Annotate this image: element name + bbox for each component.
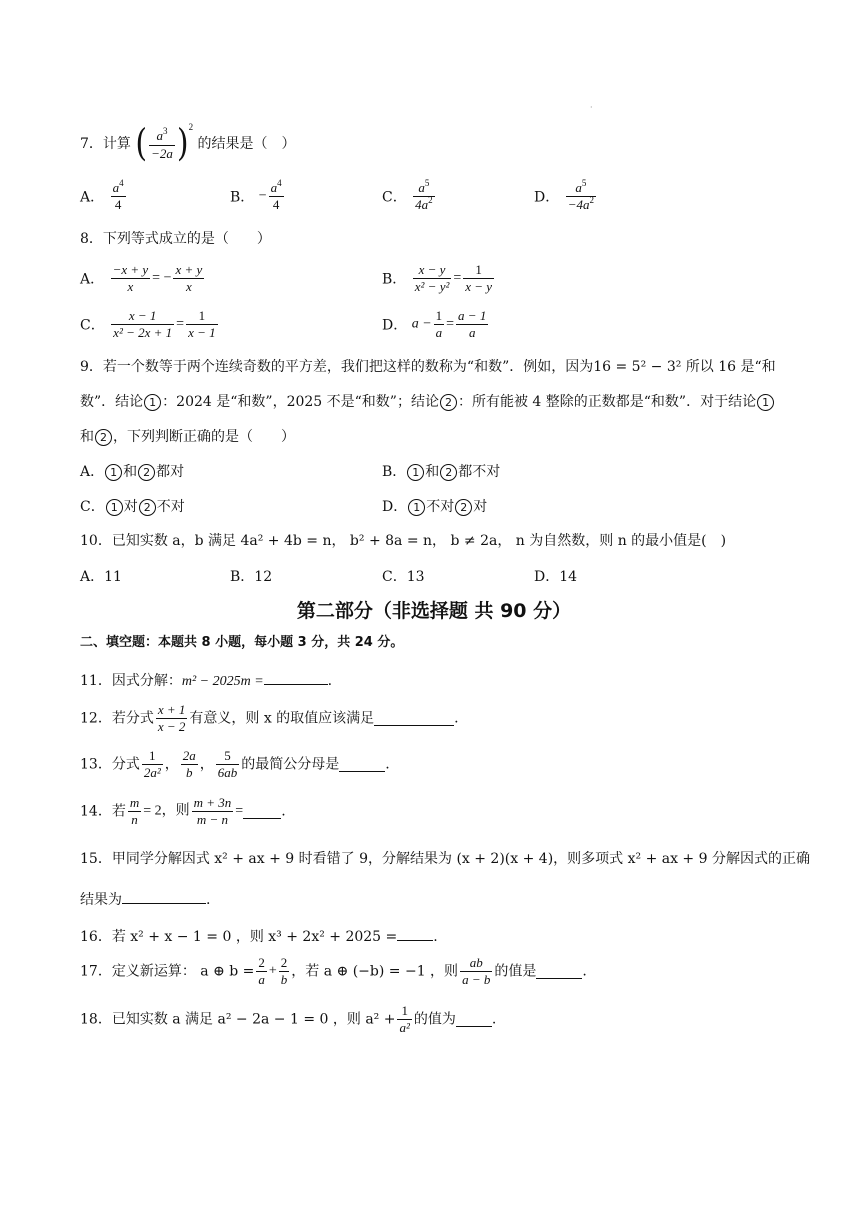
question-16: 16．若 x² + x − 1 = 0 ，则 x³ + 2x² + 2025 = . <box>80 926 438 947</box>
part-2-title: 第二部分（非选择题 共 90 分） <box>296 600 572 622</box>
question-17: 17．定义新运算： a ⊕ b = $\frac{2}{a}$ + $\frac{2}{b}$ ，若 a ⊕ (−b) = −1 ，则 $\frac{ab}{a - b}$ 的值是 . <box>80 955 587 987</box>
question-15-line-2: 结果为 . <box>80 889 210 910</box>
question-13: 13．分式 $\frac{1}{\text{2a²}}$ ， $\frac{2a}{b}$ ， $\frac{5}{6ab}$ 的最简公分母是 . <box>80 748 390 780</box>
answer-blank[interactable] <box>243 804 281 819</box>
answer-blank[interactable] <box>397 926 433 941</box>
question-7: 7．计算 ( $\frac{a^3}{-2a}$ )$^2$ 的结果是（ ） <box>80 122 296 166</box>
question-12: 12．若分式 $\frac{x + 1}{x - 2}$ 有意义，则 x 的取值应该满足 . <box>80 702 459 734</box>
question-10: 10．已知实数 a，b 满足 4a² + 4b = n， b² + 8a = n， b ≠ 2a， n 为自然数，则 n 的最小值是( ) <box>80 533 727 549</box>
q8-option-a[interactable]: A． $\frac{-x + y}{x}$ = − $\frac{x + y}{x}$ <box>80 262 203 294</box>
q7-prefix: 7．计算 <box>80 136 131 152</box>
question-14: 14．若 $\frac{m}{n}$ = 2，则 $\frac{m + 3n}{m - n}$ = . <box>80 795 286 827</box>
left-paren: ( <box>135 121 148 166</box>
q7-fraction: $\frac{a^3}{-2a}$ <box>151 125 173 161</box>
q10-option-b[interactable]: B．12 <box>230 569 273 585</box>
question-18: 18．已知实数 a 满足 a² − 2a − 1 = 0 ，则 a² + $\frac{1}{\text{a²}}$ 的值为 . <box>80 1003 497 1035</box>
question-11: 11．因式分解：m² − 2025m = . <box>80 670 332 692</box>
answer-blank[interactable] <box>456 1012 492 1027</box>
q7-option-c[interactable]: C． $\frac{a^5}{4a^2}$ <box>382 178 433 212</box>
answer-blank[interactable] <box>339 757 385 772</box>
section-2-heading: 二、填空题：本题共 8 小题，每小题 3 分，共 24 分。 <box>80 635 404 650</box>
question-9-line-2: 数”．结论 1 ：2024 是“和数”，2025 不是“和数”；结论 2 ：所有能被 4 整除的正数都是“和数”．对于结论 1 <box>80 392 775 412</box>
q9-option-d[interactable]: D． 1 不对 2 对 <box>382 499 488 515</box>
right-paren: ) <box>176 121 189 166</box>
q9-option-c[interactable]: C． 1 对 2 不对 <box>80 499 185 515</box>
q7-option-a[interactable]: A． $\frac{a^4}{4}$ <box>80 178 124 212</box>
q9-option-b[interactable]: B． 1 和 2 都不对 <box>382 464 501 480</box>
q8-option-b[interactable]: B． $\frac{x - y}{\text{x² − y²}}$ = $\frac{1}{x - y}$ <box>382 262 493 294</box>
page-mark: · <box>590 103 593 112</box>
answer-blank[interactable] <box>264 670 328 685</box>
answer-blank[interactable] <box>374 711 454 726</box>
question-15-line-1: 15．甲同学分解因式 x² + ax + 9 时看错了 9，分解结果为 (x + 2)(x + 4)，则多项式 x² + ax + 9 分解因式的正确 <box>80 851 810 867</box>
q7-option-b[interactable]: B． − $\frac{a^4}{4}$ <box>230 178 282 212</box>
q10-option-a[interactable]: A．11 <box>80 569 122 585</box>
question-8: 8．下列等式成立的是（ ） <box>80 231 271 247</box>
answer-blank[interactable] <box>536 964 582 979</box>
q7-option-d[interactable]: D． $\frac{a^5}{-4a^2}$ <box>534 178 594 212</box>
q9-option-a[interactable]: A． 1 和 2 都对 <box>80 464 185 480</box>
q10-option-d[interactable]: D．14 <box>534 569 578 585</box>
question-9-line-3: 和 2 ，下列判断正确的是（ ） <box>80 429 295 445</box>
answer-blank[interactable] <box>122 889 206 904</box>
question-9-line-1: 9．若一个数等于两个连续奇数的平方差，我们把这样的数称为“和数”．例如，因为16 = 5² − 3² 所以 16 是“和 <box>80 359 776 375</box>
q10-option-c[interactable]: C．13 <box>382 569 425 585</box>
q8-option-c[interactable]: C． $\frac{x - 1}{\text{x² − 2x + 1}}$ = $\frac{1}{x - 1}$ <box>80 308 216 340</box>
q8-option-d[interactable]: D． a − $\frac{1}{a}$ = $\frac{a - 1}{a}$ <box>382 308 487 340</box>
q7-suffix: 的结果是（ ） <box>197 136 296 152</box>
